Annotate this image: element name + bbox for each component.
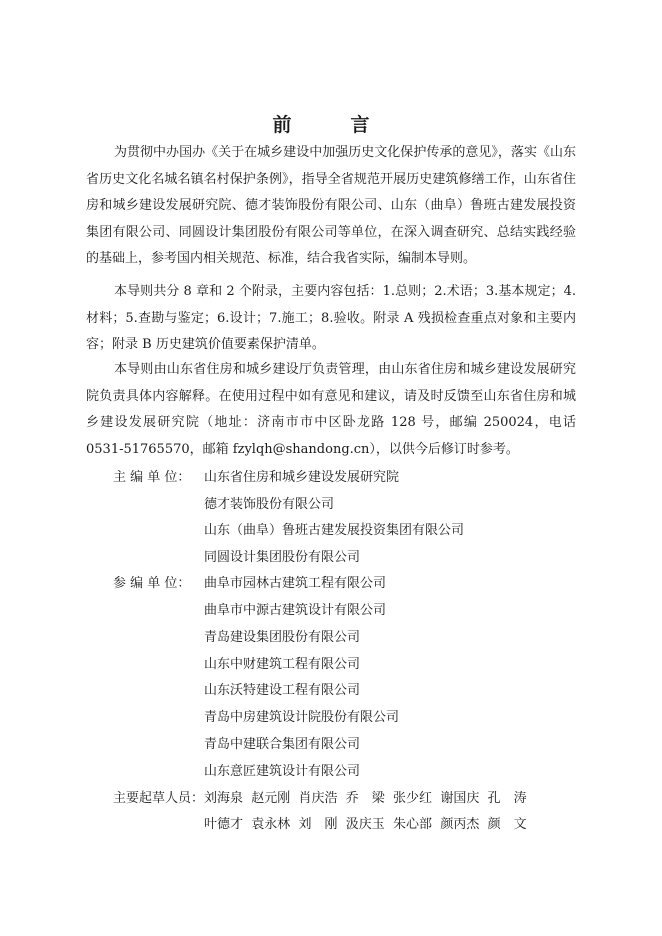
participating-unit-item: 青岛建设集团股份有限公司 (204, 630, 361, 645)
participating-unit-item: 曲阜市园林古建筑工程有限公司 (204, 576, 387, 591)
participating-unit-item: 山东中财建筑工程有限公司 (204, 657, 361, 672)
participating-unit-item: 青岛中房建筑设计院股份有限公司 (204, 710, 400, 725)
drafters-line: 刘海泉 赵元刚 肖庆浩 乔 梁 张少红 谢国庆 孔 涛 (204, 791, 527, 806)
chief-unit-item: 同圆设计集团股份有限公司 (204, 550, 361, 565)
participating-unit-item: 青岛中建联合集团有限公司 (204, 737, 361, 752)
chief-unit-item: 山东（曲阜）鲁班古建发展投资集团有限公司 (204, 523, 465, 538)
paragraph-2: 本导则共分 8 章和 2 个附录，主要内容包括：1.总则；2.术语；3.基本规定；4.材料；5.查勘与鉴定；6.设计；7.施工；8.验收。附录 A 残损检查重点对象和主要内容；附录 B 历史建筑价值要素保护清单。 (86, 284, 576, 352)
paragraph-1: 为贯彻中办国办《关于在城乡建设中加强历史文化保护传承的意见》，落实《山东省历史文化名城名镇名村保护条例》，指导全省规范开展历史建筑修缮工作，山东省住房和城乡建设发展研究院、德才装饰股份有限公司、山东（曲阜）鲁班古建发展投资集团有限公司、同圆设计集团股份有限公司等单位，在深入调查研究、总结实践经验的基础上，参考国内相关规范、标准，结合我省实际，编制本导则。 (86, 145, 576, 266)
participating-unit-item: 山东意匠建筑设计有限公司 (204, 764, 361, 779)
paragraph-3: 本导则由山东省住房和城乡建设厅负责管理，由山东省住房和城乡建设发展研究院负责具体内容解释。在使用过程中如有意见和建议，请及时反馈至山东省住房和城乡建设发展研究院（地址：济南市市中区卧龙路 128 号，邮编 250024，电话 0531-51765570，邮箱 fzylqh@shandong.cn），以供今后修订时参考。 (86, 362, 576, 457)
participating-units-label: 参 编 单 位： (113, 576, 191, 591)
drafters-label: 主要起草人员： (113, 791, 205, 806)
page-title: 前 言 (272, 114, 390, 136)
drafters-line: 叶德才 袁永林 刘 刚 汲庆玉 朱心部 颜丙杰 颜 文 (204, 817, 527, 832)
chief-unit-item: 山东省住房和城乡建设发展研究院 (204, 470, 400, 485)
chief-units-label: 主 编 单 位： (113, 470, 191, 485)
participating-unit-item: 山东沃特建设工程有限公司 (204, 683, 361, 698)
participating-unit-item: 曲阜市中源古建筑设计有限公司 (204, 603, 387, 618)
chief-unit-item: 德才装饰股份有限公司 (204, 497, 335, 512)
